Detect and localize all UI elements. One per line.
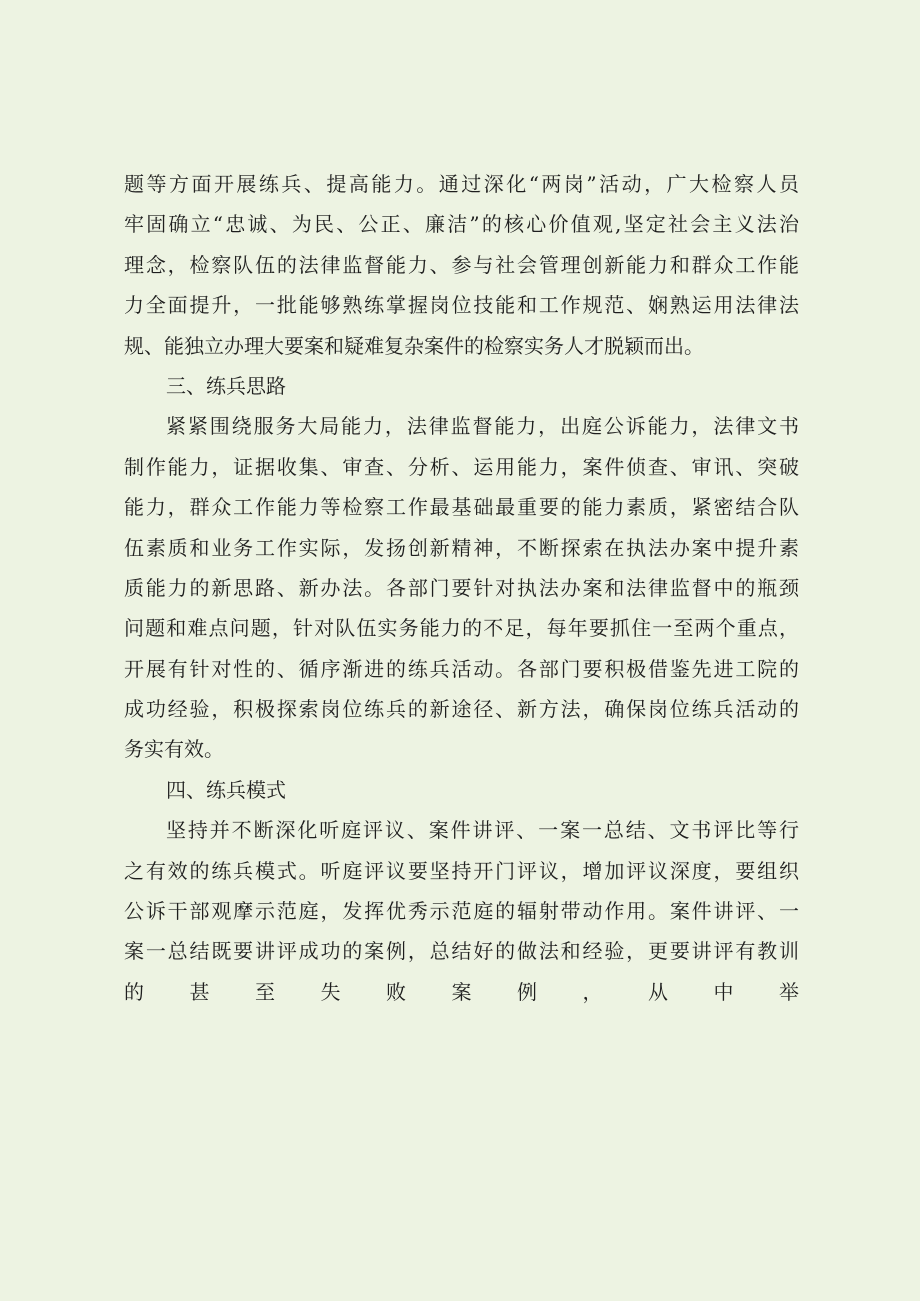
- text-line: 坚持并不断深化听庭评议、案件讲评、一案一总结、文书评比等行: [166, 818, 799, 843]
- document-body: [124, 164, 799, 1012]
- text-line: 规、能独立办理大要案和疑难复杂案件的检察实务人才脱颖而出。: [124, 333, 704, 358]
- text-line: 成功经验，积极探索岗位练兵的新途径、新方法，确保岗位练兵活动的: [124, 697, 799, 722]
- spread-char: 例: [517, 979, 537, 1004]
- text-line: 紧紧围绕服务大局能力，法律监督能力，出庭公诉能力，法律文书: [166, 414, 799, 439]
- text-line: 之有效的练兵模式。听庭评议要坚持开门评议，增加评议深度，要组织: [124, 858, 799, 883]
- spread-char: 失: [320, 979, 341, 1004]
- spread-text-line: [124, 972, 799, 1012]
- text-line: 制作能力，证据收集、审查、分析、运用能力，案件侦查、审讯、突破: [124, 454, 799, 479]
- text-line: 问题和难点问题，针对队伍实务能力的不足，每年要抓住一至两个重点，: [124, 616, 799, 641]
- spread-char: 举: [779, 979, 799, 1004]
- text-line: 理念，检察队伍的法律监督能力、参与社会管理创新能力和群众工作能: [124, 252, 799, 277]
- spread-char: 甚: [189, 979, 210, 1004]
- spread-char: 案: [451, 979, 472, 1004]
- text-line: 牢固确立“忠诚、为民、公正、廉洁”的核心价值观,坚定社会主义法治: [124, 212, 799, 237]
- spread-char: 的: [124, 979, 144, 1004]
- spread-char: 败: [386, 979, 406, 1004]
- spread-char: ，: [582, 979, 603, 1004]
- text-line: 能力，群众工作能力等检察工作最基础最重要的能力素质，紧密结合队: [124, 495, 799, 520]
- text-line: 案一总结既要讲评成功的案例，总结好的做法和经验，更要讲评有教训: [124, 939, 799, 964]
- section-heading-4: 四、练兵模式: [166, 777, 286, 802]
- paragraph-continuation: [124, 164, 799, 366]
- text-line: 公诉干部观摩示范庭，发挥优秀示范庭的辐射带动作用。案件讲评、一: [124, 899, 799, 924]
- spread-char: 至: [255, 979, 275, 1004]
- text-line: 伍素质和业务工作实际，发扬创新精神，不断探索在执法办案中提升素: [124, 535, 799, 560]
- text-line: 质能力的新思路、新办法。各部门要针对执法办案和法律监督中的瓶颈: [124, 575, 799, 600]
- spread-char: 从: [648, 979, 668, 1004]
- text-line: 务实有效。: [124, 737, 224, 762]
- section-3-paragraph: [124, 406, 799, 770]
- text-line: 题等方面开展练兵、提高能力。通过深化“两岗”活动，广大检察人员: [124, 172, 799, 196]
- text-line: 开展有针对性的、循序渐进的练兵活动。各部门要积极借鉴先进工院的: [124, 656, 799, 681]
- spread-char: 中: [713, 979, 734, 1004]
- text-line: 力全面提升，一批能够熟练掌握岗位技能和工作规范、娴熟运用法律法: [124, 293, 799, 318]
- section-heading-3: 三、练兵思路: [166, 373, 286, 398]
- section-4-paragraph: [124, 810, 799, 1012]
